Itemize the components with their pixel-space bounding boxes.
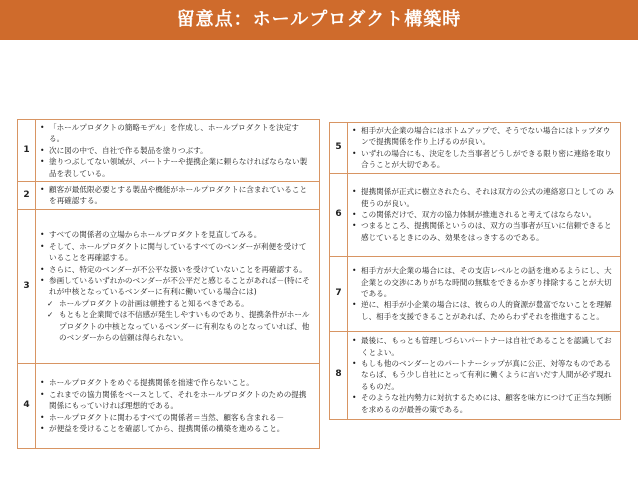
- bullet-icon: •: [40, 123, 45, 132]
- table-row: [18, 120, 320, 182]
- bullet-item: • 塗りつぶしてない領域が、パートナーや提携企業に頼らなければならない製品を表している。: [40, 157, 308, 178]
- row-number: 3: [18, 209, 36, 363]
- bullet-icon: •: [352, 266, 357, 276]
- bullet-icon: •: [40, 389, 45, 399]
- bullet-item: • 顧客が最低限必要とする製品や機能がホールプロダクトに含まれていることを再確認する。: [40, 185, 308, 206]
- slide-title-banner: [0, 0, 638, 40]
- table-row: [330, 331, 621, 419]
- bullet-item: • いずれの場合にも、決定をした当事者どうしができる限り密に連絡を取り合うことが大切である。: [352, 148, 612, 170]
- bullet-item: • が便益を受けることを確認してから、提携関係の構築を進めること。: [40, 423, 285, 433]
- table-row: [330, 256, 621, 331]
- bullet-icon: •: [40, 157, 45, 167]
- checkmark-item: ✓ ホールプロダクトの計画は頓挫すると知るべきである。: [47, 298, 249, 308]
- row-content: [36, 209, 320, 363]
- table-row: [330, 173, 621, 256]
- bullet-item: • 逆に、相手が小企業の場合には、彼らの人的資源が豊富でないことを理解し、相手を支援できることがあれば、ためらわずそれを推進すること。: [352, 300, 612, 321]
- table-row: [18, 363, 320, 448]
- bullet-item: • 相手が大企業の場合にはボトムアップで、そうでない場合にはトップダウンで提携関係を作り上げるのが良い。: [352, 126, 611, 147]
- bullet-icon: •: [352, 393, 357, 403]
- bullet-item: • つまるところ、提携関係というのは、双方の当事者が互いに信頼できると感じているときにのみ、効果をはっきするのである。: [352, 221, 612, 242]
- row-content: [348, 123, 621, 174]
- table-row: [330, 123, 621, 174]
- slide-title: 留意点：ホールプロダクト構築時: [176, 9, 462, 30]
- row-number: 6: [330, 173, 348, 256]
- bullet-item: • ホールプロダクトに関わるすべての関係者＝当然、顧客も含まれる－: [40, 412, 285, 422]
- bullet-icon: •: [40, 378, 45, 388]
- row-number: 7: [330, 256, 348, 331]
- bullet-icon: •: [352, 209, 357, 219]
- bullet-item: • そして、ホールプロダクトに関与しているすべてのベンダーが利便を受けていることを再確認する。: [40, 241, 307, 263]
- bullet-icon: •: [40, 241, 45, 251]
- row-number: 4: [18, 363, 36, 448]
- row-number: 1: [18, 120, 36, 182]
- bullet-item: • 参画しているいずれかのベンダーが不公平だと感じることがあれば－(特にそれが中核となっているベンダーに有利に働いている場合には): [40, 275, 310, 297]
- checkmark-item: ✓ もともと企業間では不信感が発生しやすいものであり、提携条件がホールプロダクトの中核となっているベンダーに有利なものとなっていれば、他のベンダーからの信頼は得られない。: [47, 310, 310, 342]
- bullet-item: • この関係だけで、双方の協力体制が推進されると考えてはならない。: [352, 209, 597, 219]
- bullet-icon: •: [40, 145, 45, 155]
- row-content: [348, 256, 621, 331]
- row-content: [36, 182, 320, 210]
- bullet-icon: •: [352, 221, 357, 231]
- points-table-right: [329, 122, 621, 420]
- bullet-icon: •: [352, 359, 357, 369]
- checkmark-icon: ✓: [47, 298, 54, 308]
- table-row: [18, 209, 320, 363]
- bullet-icon: •: [40, 275, 45, 285]
- row-content: [36, 120, 320, 182]
- bullet-icon: •: [352, 336, 357, 346]
- bullet-icon: •: [40, 264, 45, 274]
- row-number: 5: [330, 123, 348, 174]
- checkmark-icon: ✓: [47, 310, 54, 320]
- bullet-item: • もしも他のベンダーとのパートナーシップが真に公正、対等なものであるならば、もう少し自社にとって有利に働くように言いだす人間が必ず現れるものだ。: [352, 359, 612, 391]
- bullet-item: • ホールプロダクトをめぐる提携関係を拙速で作らないこと。: [40, 378, 254, 388]
- points-table-left: [17, 119, 320, 449]
- bullet-item: • 相手方が大企業の場合には、その支店レベルとの話を進めるようにし、大企業との交渉にありがちな時間の無駄をできるかぎり排除することが大切である。: [352, 266, 612, 298]
- bullet-item: • これまでの協力関係をベースとして、それをホールプロダクトのための提携関係にもっていければ理想的である。: [40, 389, 307, 411]
- bullet-item: • 「ホールプロダクトの簡略モデル」を作成し、ホールプロダクトを決定する。: [40, 123, 299, 144]
- bullet-icon: •: [352, 126, 357, 135]
- bullet-item: • 次に図の中で、自社で作る製品を塗りつぶす。: [40, 145, 208, 155]
- bullet-item: • そのような社内勢力に対抗するためには、顧客を味方につけて正当な判断を求めるのが最善の策である。: [352, 393, 612, 414]
- bullet-item: • 提携関係が正式に樹立されたら、それは双方の公式の連絡窓口としての み使うのが良い。: [352, 187, 615, 208]
- bullet-icon: •: [40, 185, 45, 195]
- bullet-item: • さらに、特定のベンダーが不公平な扱いを受けていないことを再確認する。: [40, 264, 307, 274]
- bullet-icon: •: [352, 148, 357, 158]
- row-number: 2: [18, 182, 36, 210]
- bullet-icon: •: [40, 423, 45, 433]
- row-number: 8: [330, 331, 348, 419]
- bullet-icon: •: [352, 187, 357, 197]
- bullet-item: • 最後に、もっとも管理しづらいパートナーは自社であることを認識しておくとよい。: [352, 336, 612, 357]
- bullet-icon: •: [352, 300, 357, 310]
- bullet-icon: •: [40, 412, 45, 422]
- row-content: [36, 363, 320, 448]
- row-content: [348, 331, 621, 419]
- row-content: [348, 173, 621, 256]
- bullet-icon: •: [40, 230, 45, 240]
- bullet-item: • すべての関係者の立場からホールプロダクトを見直してみる。: [40, 230, 262, 240]
- table-row: [18, 182, 320, 210]
